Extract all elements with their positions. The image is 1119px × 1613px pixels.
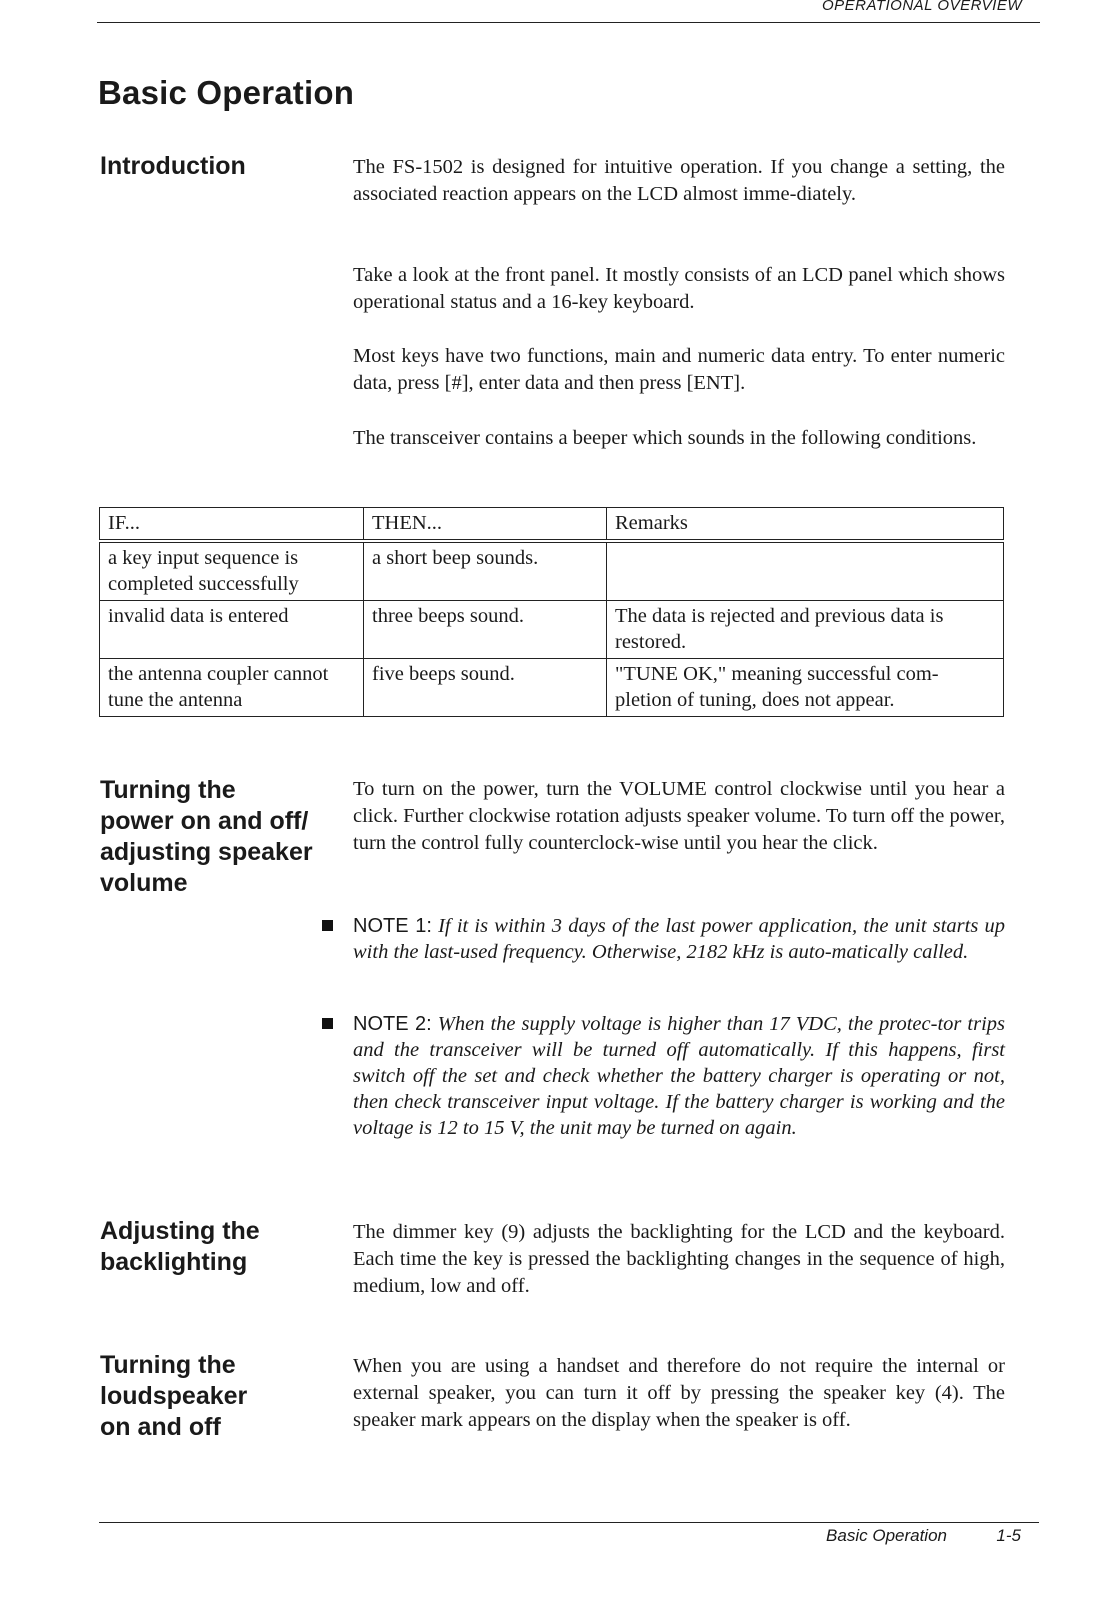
loudspeaker-heading-line: on and off: [100, 1413, 221, 1441]
table-cell: "TUNE OK," meaning successful com-pletion of tuning, does not appear.: [607, 659, 1004, 717]
power-paragraph: To turn on the power, turn the VOLUME control clockwise until you hear a click. Further clockwise rotation adjusts speaker volume. To turn off the power, turn the control fully counterclock-wise until you hear the click.: [353, 778, 1005, 854]
intro-paragraph-2: Take a look at the front panel. It mostly consists of an LCD panel which shows operational status and a 16-key keyboard.: [353, 264, 1005, 313]
note-2: [353, 1011, 1005, 1141]
note-1-label: NOTE 1:: [353, 915, 432, 937]
table-row: [100, 659, 1004, 717]
page-number: 1-5: [996, 1526, 1021, 1545]
power-heading: [100, 775, 313, 899]
power-heading-line: adjusting speaker: [100, 838, 313, 866]
backlighting-heading: [100, 1216, 260, 1278]
table-cell: The data is rejected and previous data is restored.: [607, 601, 1004, 659]
introduction-heading: Introduction: [100, 152, 246, 180]
note-1-text: If it is within 3 days of the last power application, the unit starts up with the last-used frequency. Otherwise, 2182 kHz is auto-matically called.: [353, 915, 1005, 963]
backlighting-paragraph: The dimmer key (9) adjusts the backlighting for the LCD and the keyboard. Each time the key is pressed the backlighting changes in the sequence of high, medium, low and off.: [353, 1221, 1005, 1297]
table-header-then: THEN...: [364, 508, 607, 542]
running-header: [97, 0, 1040, 23]
backlighting-heading-line: backlighting: [100, 1248, 248, 1276]
table-cell: five beeps sound.: [364, 659, 607, 717]
header-section-label: OPERATIONAL OVERVIEW: [821, 0, 1022, 14]
footer-title: Basic Operation: [826, 1526, 947, 1545]
loudspeaker-heading: [100, 1350, 247, 1443]
note-2-label: NOTE 2:: [353, 1013, 432, 1035]
loudspeaker-paragraph: When you are using a handset and therefore do not require the internal or external speaker, you can turn it off by pressing the speaker key (4). The speaker mark appears on the display when the speaker is off.: [353, 1355, 1005, 1431]
power-heading-line: power on and off/: [100, 807, 309, 835]
table-cell: three beeps sound.: [364, 601, 607, 659]
note-1: [353, 913, 1005, 965]
table-header-if: IF...: [100, 508, 364, 542]
table-cell: [607, 541, 1004, 601]
intro-paragraph-1: The FS-1502 is designed for intuitive operation. If you change a setting, the associated reaction appears on the LCD almost imme-diately.: [353, 156, 1005, 205]
table-row: [100, 601, 1004, 659]
square-bullet-icon: [322, 920, 333, 931]
table-row: [100, 541, 1004, 601]
intro-paragraph-3: Most keys have two functions, main and numeric data entry. To enter numeric data, press [#], enter data and then press [ENT].: [353, 345, 1005, 394]
backlighting-heading-line: Adjusting the: [100, 1217, 260, 1245]
square-bullet-icon: [322, 1018, 333, 1029]
note-2-text: When the supply voltage is higher than 17 VDC, the protec-tor trips and the transceiver will be turned off automatically. If this happens, first switch off the set and check whether the battery charger is operating or not, then check transceiver input voltage. If the battery charger is working and the voltage is 12 to 15 V, the unit may be turned on again.: [353, 1013, 1006, 1139]
table-cell: a key input sequence is completed successfully: [100, 541, 364, 601]
table-cell: a short beep sounds.: [364, 541, 607, 601]
page-title: Basic Operation: [98, 74, 355, 111]
loudspeaker-heading-line: loudspeaker: [100, 1382, 248, 1410]
table-header-remarks: Remarks: [607, 508, 1004, 542]
power-heading-line: Turning the: [100, 776, 236, 804]
beep-conditions-table: [99, 507, 1004, 717]
power-heading-line: volume: [100, 869, 188, 897]
table-cell: the antenna coupler cannot tune the antenna: [100, 659, 364, 717]
table-cell: invalid data is entered: [100, 601, 364, 659]
running-footer: [99, 1522, 1039, 1545]
table-header-row: [100, 508, 1004, 542]
loudspeaker-heading-line: Turning the: [100, 1351, 236, 1379]
intro-paragraph-4: The transceiver contains a beeper which sounds in the following conditions.: [353, 427, 977, 449]
